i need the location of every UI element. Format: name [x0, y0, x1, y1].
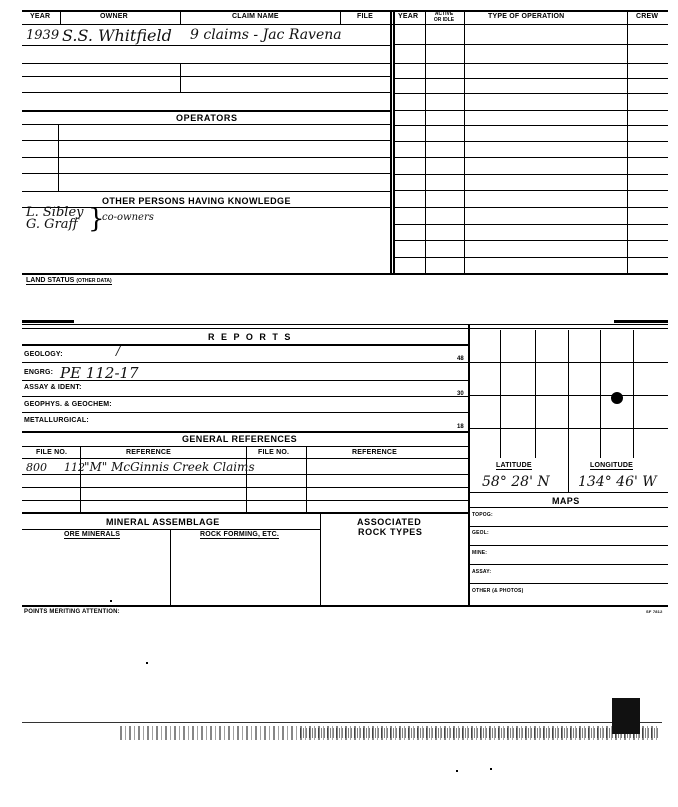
header-active-or-idle	[430, 11, 458, 23]
op-row	[394, 190, 668, 191]
row-line	[22, 431, 468, 433]
num-18: 18	[457, 424, 464, 430]
header-crew: CREW	[636, 13, 659, 20]
op-row	[394, 174, 668, 175]
row-line	[22, 124, 390, 125]
col-divider	[180, 10, 181, 24]
grid-line	[568, 330, 569, 458]
mineral-assemblage-heading: MINERAL ASSEMBLAGE	[106, 517, 220, 527]
stripe	[22, 320, 74, 323]
latitude-value: 58° 28' N	[482, 474, 550, 490]
rock-types-heading: ROCK TYPES	[358, 527, 423, 537]
row-line	[22, 458, 468, 459]
longitude-label: LONGITUDE	[590, 462, 634, 469]
gr-reference-2: REFERENCE	[352, 449, 397, 456]
maps-assay: ASSAY:	[472, 569, 492, 575]
op-row	[394, 110, 668, 111]
row-line	[470, 492, 668, 493]
maps-geol: GEOL:	[472, 530, 489, 536]
row-line	[22, 500, 468, 501]
geophys-label: GEOPHYS. & GEOCHEM:	[24, 401, 112, 408]
grid-line	[633, 330, 634, 458]
latitude-label: LATITUDE	[496, 462, 532, 469]
other-persons-heading: OTHER PERSONS HAVING KNOWLEDGE	[102, 196, 291, 206]
engrg-value: PE 112-17	[60, 364, 139, 382]
points-meriting-attention: POINTS MERITING ATTENTION:	[24, 609, 120, 615]
maps-mine: MINE:	[472, 550, 488, 556]
row-line	[22, 45, 390, 46]
row-line	[22, 396, 468, 397]
rock-forming-label: ROCK FORMING, ETC.	[200, 531, 280, 538]
operators-rule	[22, 110, 390, 112]
row-line	[22, 487, 468, 488]
bottom-rule	[22, 605, 668, 607]
row-line	[22, 63, 390, 64]
row-line	[470, 507, 668, 508]
op-row	[394, 78, 668, 79]
scan-speck	[456, 770, 458, 772]
col-divider	[246, 446, 247, 512]
row-line	[22, 191, 390, 192]
grid-line	[470, 395, 668, 396]
grid-line	[600, 330, 601, 458]
entry-owner: S.S. Whitfield	[62, 26, 172, 45]
land-status-heading	[26, 277, 112, 285]
top-section-bottom-rule	[22, 273, 668, 275]
col-divider	[180, 63, 181, 92]
reports-top-rule	[22, 324, 668, 325]
op-row	[394, 207, 668, 208]
grid-line	[500, 330, 501, 458]
header-rule	[22, 24, 668, 25]
gr-row1-num: 112	[64, 461, 85, 474]
land-status-label: LAND STATUS	[26, 277, 75, 284]
header-claim-name: CLAIM NAME	[232, 13, 279, 20]
header-file: FILE	[357, 13, 373, 20]
col-divider	[464, 10, 465, 274]
reports-top-rule-2	[22, 328, 668, 329]
engrg-label: ENGRG:	[24, 369, 54, 376]
row-line	[470, 545, 668, 546]
main-divider	[390, 10, 392, 274]
gr-row1-file: 800	[26, 461, 47, 474]
scan-speck	[490, 768, 492, 770]
op-row	[394, 157, 668, 158]
geology-label: GEOLOGY:	[24, 351, 63, 358]
brace-glyph: }	[88, 204, 105, 234]
metallurgical-label: METALLURGICAL:	[24, 417, 89, 424]
col-divider	[58, 124, 59, 192]
col-divider	[568, 458, 569, 492]
entry-claim: 9 claims - Jac Ravena	[190, 27, 342, 43]
col-divider	[60, 10, 61, 24]
gr-file-no: FILE NO.	[36, 449, 68, 456]
num-30: 30	[457, 391, 464, 397]
header-year-2: YEAR	[398, 13, 419, 20]
col-divider	[80, 446, 81, 512]
scan-edge-line	[22, 722, 662, 723]
entry-year: 1939	[26, 28, 60, 43]
general-references-heading: GENERAL REFERENCES	[182, 434, 298, 444]
op-row	[394, 93, 668, 94]
land-status-sub: (OTHER DATA)	[76, 278, 112, 284]
gr-file-no-2: FILE NO.	[258, 449, 290, 456]
longitude-value: 134° 46' W	[578, 474, 657, 490]
other-persons-names: L. Sibley G. Graff	[26, 205, 84, 232]
header-type-of-operation: TYPE OF OPERATION	[488, 13, 565, 20]
row-line	[22, 140, 390, 141]
op-row	[394, 257, 668, 258]
row-line	[22, 362, 468, 363]
row-line	[22, 173, 390, 174]
grid-line	[535, 330, 536, 458]
header-year: YEAR	[30, 13, 51, 20]
stripe	[614, 320, 668, 323]
scan-speck	[146, 662, 148, 664]
ore-minerals-label: ORE MINERALS	[64, 531, 121, 538]
col-divider	[306, 446, 307, 512]
header-owner: OWNER	[100, 13, 128, 20]
maps-heading: MAPS	[552, 496, 580, 506]
other-persons-note: co-owners	[102, 212, 154, 223]
op-row	[394, 44, 668, 45]
row-line	[22, 76, 390, 77]
scan-dark-patch	[612, 698, 640, 734]
row-line	[22, 474, 468, 475]
op-row	[394, 125, 668, 126]
active-label: ACTIVE	[434, 11, 454, 17]
associated-heading: ASSOCIATED	[357, 517, 422, 527]
operators-heading: OPERATORS	[176, 113, 238, 123]
scan-speck	[110, 600, 112, 602]
row-line	[22, 380, 468, 381]
op-row	[394, 141, 668, 142]
num-48: 48	[457, 356, 464, 362]
assay-label: ASSAY & IDENT:	[24, 384, 82, 391]
col-divider	[320, 512, 321, 606]
col-divider	[627, 10, 628, 274]
op-row	[394, 224, 668, 225]
col-divider	[340, 10, 341, 24]
location-marker-icon	[611, 392, 623, 404]
reports-rule	[22, 344, 470, 346]
top-rule	[22, 10, 668, 12]
row-line	[22, 512, 468, 514]
row-line	[470, 564, 668, 565]
row-line	[22, 446, 468, 447]
maps-other: OTHER (& PHOTOS)	[472, 588, 524, 594]
form-number: SF 7812	[646, 609, 663, 614]
col-divider	[425, 10, 426, 274]
op-row	[394, 63, 668, 64]
row-line	[470, 526, 668, 527]
gr-row1-ref: "M" McGinnis Creek Claims	[84, 460, 255, 474]
col-divider	[170, 529, 171, 606]
gr-reference: REFERENCE	[126, 449, 171, 456]
row-line	[470, 583, 668, 584]
row-line	[22, 529, 320, 530]
reports-heading: R E P O R T S	[208, 332, 293, 342]
geology-value: /	[116, 344, 121, 358]
op-row	[394, 240, 668, 241]
maps-topog: TOPOG:	[472, 512, 493, 518]
idle-label: OR IDLE	[433, 17, 455, 23]
main-divider-2	[393, 10, 395, 274]
grid-line	[470, 362, 668, 363]
row-line	[22, 412, 468, 413]
row-line	[22, 92, 390, 93]
scan-noise	[300, 728, 660, 738]
row-line	[22, 157, 390, 158]
grid-line	[470, 428, 668, 429]
